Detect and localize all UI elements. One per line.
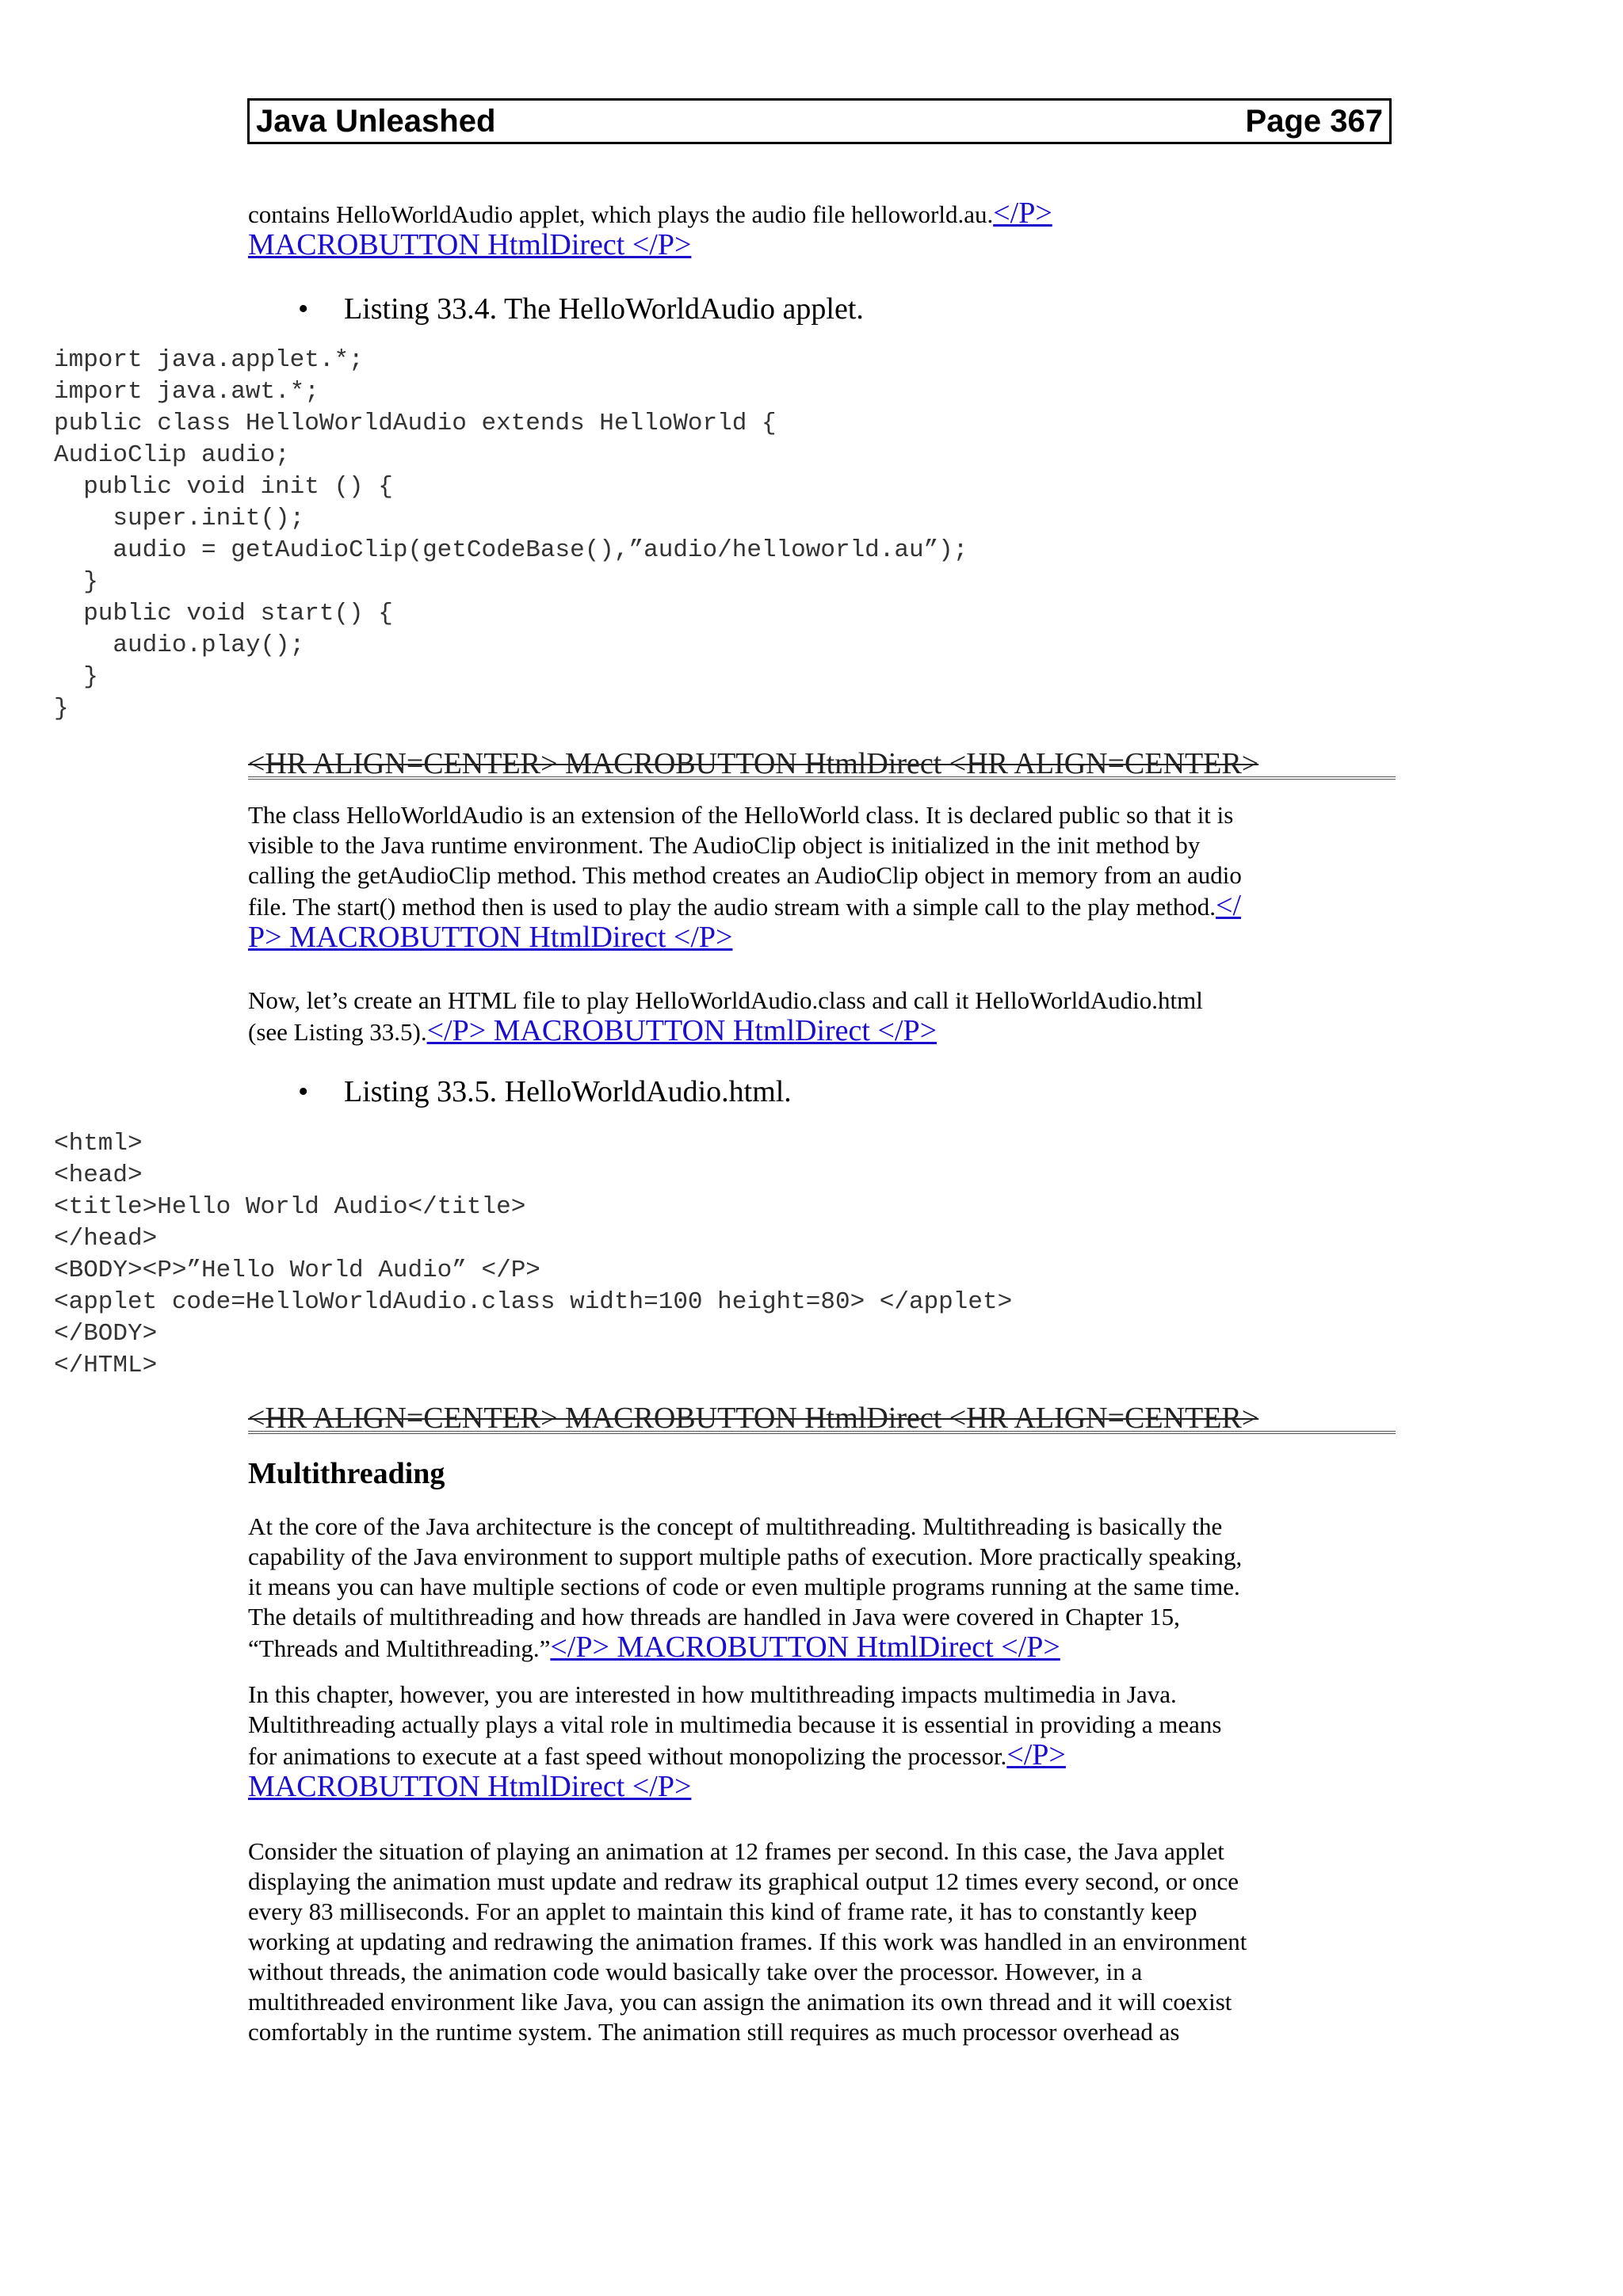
listing-caption-2: • Listing 33.5. HelloWorldAudio.html.	[298, 1075, 792, 1108]
section-heading: Multithreading	[248, 1457, 445, 1490]
hr-directive-2: <HR ALIGN=CENTER> MACROBUTTON HtmlDirect <HR ALIGN=CENTER>	[248, 1402, 1259, 1435]
html-direct-link[interactable]: </P>	[993, 196, 1052, 230]
code-listing-2: <html> <head> <title>Hello World Audio</title> </head> <BODY><P>”Hello World Audio” </P> <applet code=HelloWorldAudio.class width=100 height=80> </applet> </BODY> </HTML>	[54, 1130, 1013, 1379]
horizontal-rule	[248, 1431, 1396, 1434]
macrobutton-link[interactable]: P> MACROBUTTON HtmlDirect </P>	[248, 921, 733, 954]
macrobutton-link[interactable]: MACROBUTTON HtmlDirect </P>	[248, 228, 692, 261]
code-listing-1: import java.applet.*; import java.awt.*; public class HelloWorldAudio extends HelloWorld { AudioClip audio; public void init () { super.init(); audio = getAudioClip(getCodeBase(),”audio/helloworld.au”); } public void start() { audio.play(); } }	[54, 346, 968, 723]
paragraph-3: Now, let’s create an HTML file to play HelloWorldAudio.class and call it HelloWorldAudio.html (see Listing 33.5).</P> MACROBUTTON HtmlDirect </P>	[248, 986, 1203, 1047]
page-number: Page 367	[1245, 104, 1383, 139]
listing-caption-1: • Listing 33.4. The HelloWorldAudio applet.	[298, 292, 864, 326]
paragraph-4: At the core of the Java architecture is the concept of multithreading. Multithreading is basically the capability of the Java environment to support multiple paths of execution. More practically speaking, it means you can have multiple sections of code or even multiple programs running at the same time. The details of multithreading and how threads are handled in Java were covered in Chapter 15, “Threads and Multithreading.”</P> MACROBUTTON HtmlDirect </P>	[248, 1512, 1243, 1664]
horizontal-rule	[248, 776, 1396, 780]
bullet-icon: •	[298, 292, 309, 326]
paragraph-6: Consider the situation of playing an animation at 12 frames per second. In this case, the Java applet displaying the animation must update and redraw its graphical output 12 times every second, or once every 83 milliseconds. For an applet to maintain this kind of frame rate, it has to constantly keep working at updating and redrawing the animation frames. If this work was handled in an environment without threads, the animation code would basically take over the processor. However, in a multithreaded environment like Java, you can assign the animation its own thread and it will coexist comfortably in the runtime system. The animation still requires as much processor overhead as	[248, 1837, 1247, 2046]
html-direct-link[interactable]: </P>	[1006, 1738, 1066, 1772]
hr-directive-1: <HR ALIGN=CENTER> MACROBUTTON HtmlDirect <HR ALIGN=CENTER>	[248, 747, 1259, 780]
bullet-icon: •	[298, 1075, 309, 1108]
macrobutton-link[interactable]: </P> MACROBUTTON HtmlDirect </P>	[426, 1014, 938, 1047]
paragraph-5: In this chapter, however, you are interested in how multithreading impacts multimedia in Java. Multithreading actually plays a vital role in multimedia because it is essential in providing a means for animations to execute at a fast speed without monopolizing the processor.</P> MACROBUTTON HtmlDirect </P>	[248, 1680, 1222, 1803]
paragraph-2: The class HelloWorldAudio is an extension of the HelloWorld class. It is declared public so that it is visible to the Java runtime environment. The AudioClip object is initialized in the init method by calling the getAudioClip method. This method creates an AudioClip object in memory from an audio file. The start() method then is used to play the audio stream with a simple call to the play method.</ P> MACROBUTTON HtmlDirect </P>	[248, 801, 1242, 954]
page-header	[247, 98, 1392, 144]
paragraph-1: contains HelloWorldAudio applet, which plays the audio file helloworld.au.</P> MACROBUTTON HtmlDirect </P>	[248, 196, 1052, 261]
macrobutton-link[interactable]: MACROBUTTON HtmlDirect </P>	[248, 1770, 692, 1803]
book-title: Java Unleashed	[256, 104, 496, 139]
macrobutton-link[interactable]: </P> MACROBUTTON HtmlDirect </P>	[550, 1630, 1060, 1664]
html-direct-link[interactable]: </	[1216, 889, 1242, 922]
